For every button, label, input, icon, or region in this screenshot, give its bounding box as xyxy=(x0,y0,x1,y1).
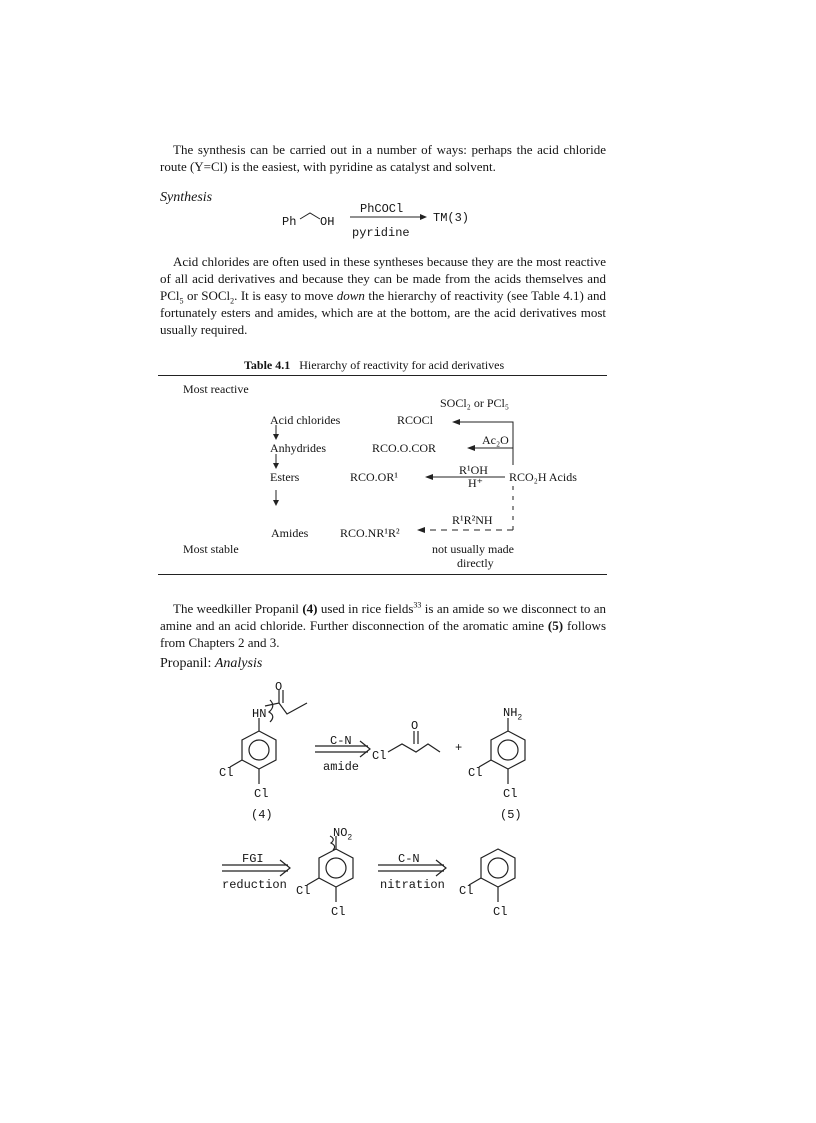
dichlorobenzene-ring xyxy=(481,849,515,887)
dichlorobenzene-cl-bottom: Cl xyxy=(493,905,508,919)
most-reactive-label: Most reactive xyxy=(183,382,249,396)
para3-text-2: used in rice fields xyxy=(317,601,414,616)
most-stable-label: Most stable xyxy=(183,542,239,556)
fgi-label: FGI xyxy=(242,852,264,866)
formula-amide: RCO.NR¹R² xyxy=(340,526,400,540)
carboxylic-acids-label: RCO₂H Acids xyxy=(509,470,577,484)
compound-5-label: (5) xyxy=(500,808,522,822)
class-amides: Amides xyxy=(271,526,309,540)
synthesis-heading: Synthesis xyxy=(160,190,213,205)
nitro-cl-bottom: Cl xyxy=(331,905,346,919)
propanil-cl-bottom: Cl xyxy=(254,787,269,801)
hydroxyl-label: OH xyxy=(320,215,335,229)
analysis-heading-plain: Propanil: xyxy=(160,656,215,671)
directly-label: directly xyxy=(457,556,494,570)
table-caption-text: Hierarchy of reactivity for acid derivatives xyxy=(299,358,505,372)
product-label: TM(3) xyxy=(433,211,470,225)
para3-text-1: The weedkiller Propanil xyxy=(173,601,303,616)
para3-reference: 33 xyxy=(413,600,422,610)
amide-label: amide xyxy=(323,760,360,774)
acyl-chloride-o: O xyxy=(411,719,419,733)
para3-compound-4: (4) xyxy=(302,601,318,616)
para2-text-1: Acid chlorides are often used in these syntheses because they are the most reactive of all acid derivatives and because they can be made from the acids themselves and PCl xyxy=(160,254,606,303)
propanil-cl-left: Cl xyxy=(219,766,234,780)
para3-compound-5: (5) xyxy=(547,618,564,633)
not-usually-made-label: not usually made xyxy=(432,542,514,556)
propanil-hn-label: HN xyxy=(252,707,267,721)
para2-text-4: the hierarchy of reactivity (see Table 4.1) and fortunately esters and amides, which are at the bottom, are the acid derivatives most usually required. xyxy=(160,288,606,337)
formula-ester: RCO.OR¹ xyxy=(350,470,398,484)
propanil-ring xyxy=(242,731,276,769)
nh2-text: NH xyxy=(503,706,518,720)
alcohol-reagent-label: R¹OH xyxy=(459,463,488,477)
no2-text: NO xyxy=(333,826,348,840)
class-esters: Esters xyxy=(270,470,300,484)
aniline-aromatic-circle xyxy=(498,740,518,760)
compound-4-label: (4) xyxy=(251,808,273,822)
para2-sub-1: 5 xyxy=(179,296,184,306)
nitro-group-label xyxy=(333,826,353,843)
acid-catalyst-label: H⁺ xyxy=(468,476,483,490)
analysis-heading-italic: Analysis xyxy=(214,656,263,671)
class-anhydrides: Anhydrides xyxy=(270,441,326,455)
reagent-bottom-label: pyridine xyxy=(352,226,410,240)
para2-text-2: or SOCl xyxy=(183,288,231,303)
nitro-ring xyxy=(319,849,353,887)
intro-paragraph: The synthesis can be carried out in a number of ways: perhaps the acid chloride route (Y=Cl) is the easiest, with pyridine as catalyst and solvent. xyxy=(160,142,606,174)
aniline-ring xyxy=(491,731,525,769)
nitro-cl-left: Cl xyxy=(296,884,311,898)
formula-acid-chloride: RCOCl xyxy=(397,413,434,427)
no2-subscript: 2 xyxy=(347,833,353,843)
phenyl-label: Ph xyxy=(282,215,297,229)
nitro-aromatic-circle xyxy=(326,858,346,878)
nitration-label: nitration xyxy=(380,878,445,892)
dichlorobenzene-cl-left: Cl xyxy=(459,884,474,898)
table-caption-number: Table 4.1 xyxy=(244,358,291,372)
propanil-aromatic-circle xyxy=(249,740,269,760)
formula-anhydride: RCO.O.COR xyxy=(372,441,437,455)
nh2-subscript: 2 xyxy=(517,713,523,723)
propanil-disconnection-squiggle xyxy=(269,700,273,722)
propanil-carbonyl-o: O xyxy=(275,680,283,694)
dichlorobenzene-aromatic-circle xyxy=(488,858,508,878)
cn-nitration-label: C-N xyxy=(398,852,420,866)
reagent-top-label: PhCOCl xyxy=(360,202,404,216)
para3-text-3: is an amide so we disconnect to an amine and an acid chloride. Further disconnection of the aromatic amine xyxy=(160,601,606,633)
chlorinating-reagent-label: SOCl₂ or PCl₅ xyxy=(440,396,510,410)
acetic-anhydride-label: Ac₂O xyxy=(482,433,509,447)
cn-disconnection-label: C-N xyxy=(330,734,352,748)
para2-sub-2: 2 xyxy=(230,296,235,306)
class-acid-chlorides: Acid chlorides xyxy=(270,413,341,427)
acyl-chloride-cl: Cl xyxy=(372,749,387,763)
aniline-cl-bottom: Cl xyxy=(503,787,518,801)
aniline-nh2-label xyxy=(503,706,523,723)
para3-text-4: follows from Chapters 2 and 3. xyxy=(160,618,607,650)
reduction-label: reduction xyxy=(222,878,287,892)
para2-emphasis: down xyxy=(336,288,365,303)
para2-text-3: . It is easy to move xyxy=(234,288,337,303)
plus-sign: + xyxy=(455,741,463,755)
amine-reagent-label: R¹R²NH xyxy=(452,513,493,527)
aniline-cl-left: Cl xyxy=(468,766,483,780)
